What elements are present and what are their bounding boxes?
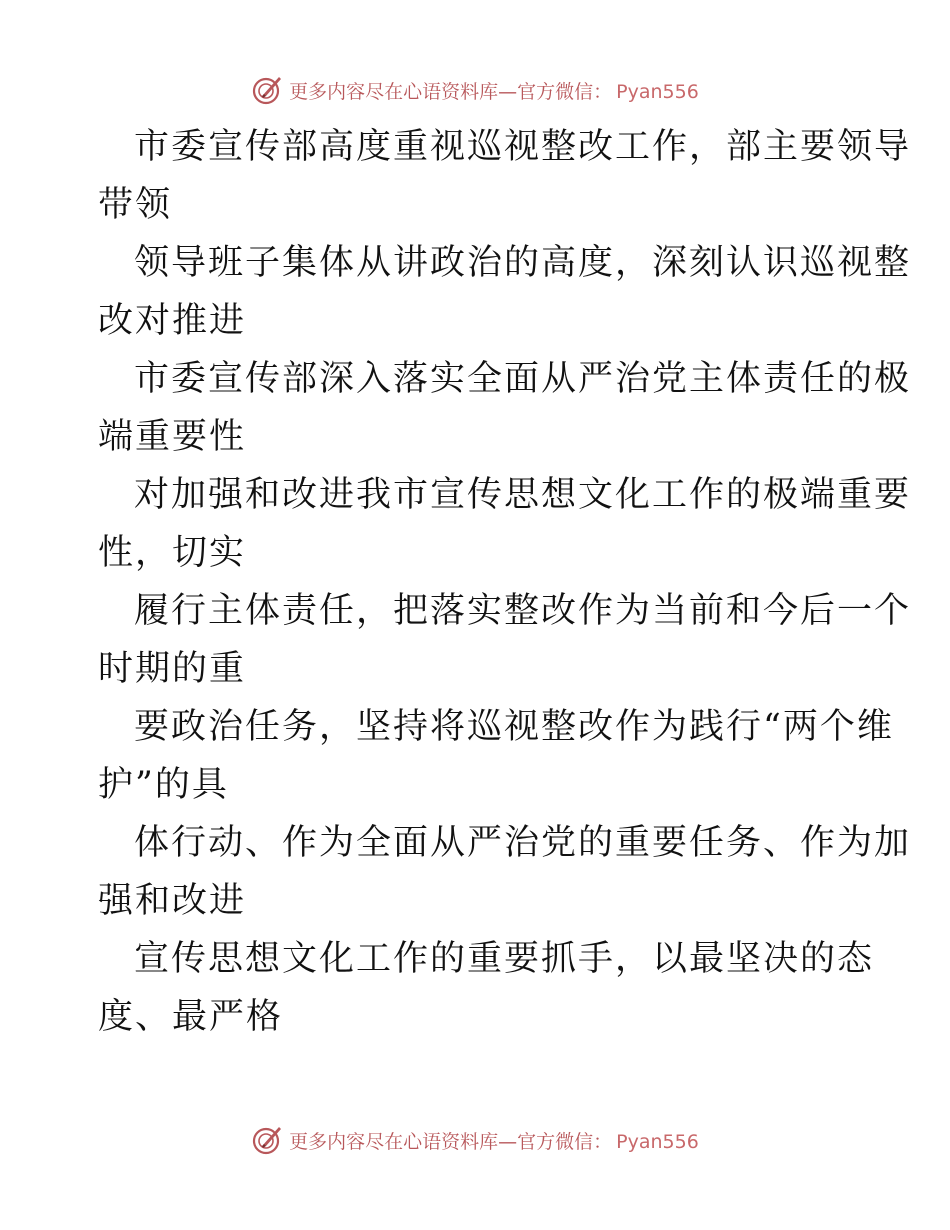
body-line: 宣传思想文化工作的重要抓手，以最坚决的态 — [134, 939, 875, 979]
body-line: 改对推进 — [98, 301, 247, 341]
body-line: 市委宣传部高度重视巡视整改工作，部主要领导 — [134, 127, 912, 167]
body-line: 市委宣传部深入落实全面从严治党主体责任的极 — [134, 359, 912, 399]
body-line: 要政治任务，坚持将巡视整改作为践行“两个维 — [134, 707, 894, 747]
footer-banner — [0, 1120, 950, 1160]
body-line: 护”的具 — [98, 765, 229, 805]
header-wechat-id: Pyan556 — [616, 80, 699, 103]
body-line: 带领 — [98, 185, 173, 225]
quill-logo-icon — [251, 74, 283, 106]
quill-logo-icon — [251, 1124, 283, 1156]
body-line: 度、最严格 — [98, 997, 284, 1037]
body-line: 履行主体责任，把落实整改作为当前和今后一个 — [134, 591, 912, 631]
body-line: 强和改进 — [98, 881, 247, 921]
body-line: 端重要性 — [98, 417, 247, 457]
footer-banner-text: 更多内容尽在心语资料库—官方微信： Pyan556 — [289, 1130, 699, 1153]
header-banner — [0, 70, 950, 110]
document-body — [98, 118, 912, 1046]
body-line: 领导班子集体从讲政治的高度，深刻认识巡视整 — [134, 243, 912, 283]
header-banner-text: 更多内容尽在心语资料库—官方微信： Pyan556 — [289, 80, 699, 103]
body-line: 时期的重 — [98, 649, 247, 689]
body-line: 体行动、作为全面从严治党的重要任务、作为加 — [134, 823, 912, 863]
footer-wechat-id: Pyan556 — [616, 1130, 699, 1153]
body-line: 对加强和改进我市宣传思想文化工作的极端重要 — [134, 475, 912, 515]
body-line: 性，切实 — [98, 533, 247, 573]
